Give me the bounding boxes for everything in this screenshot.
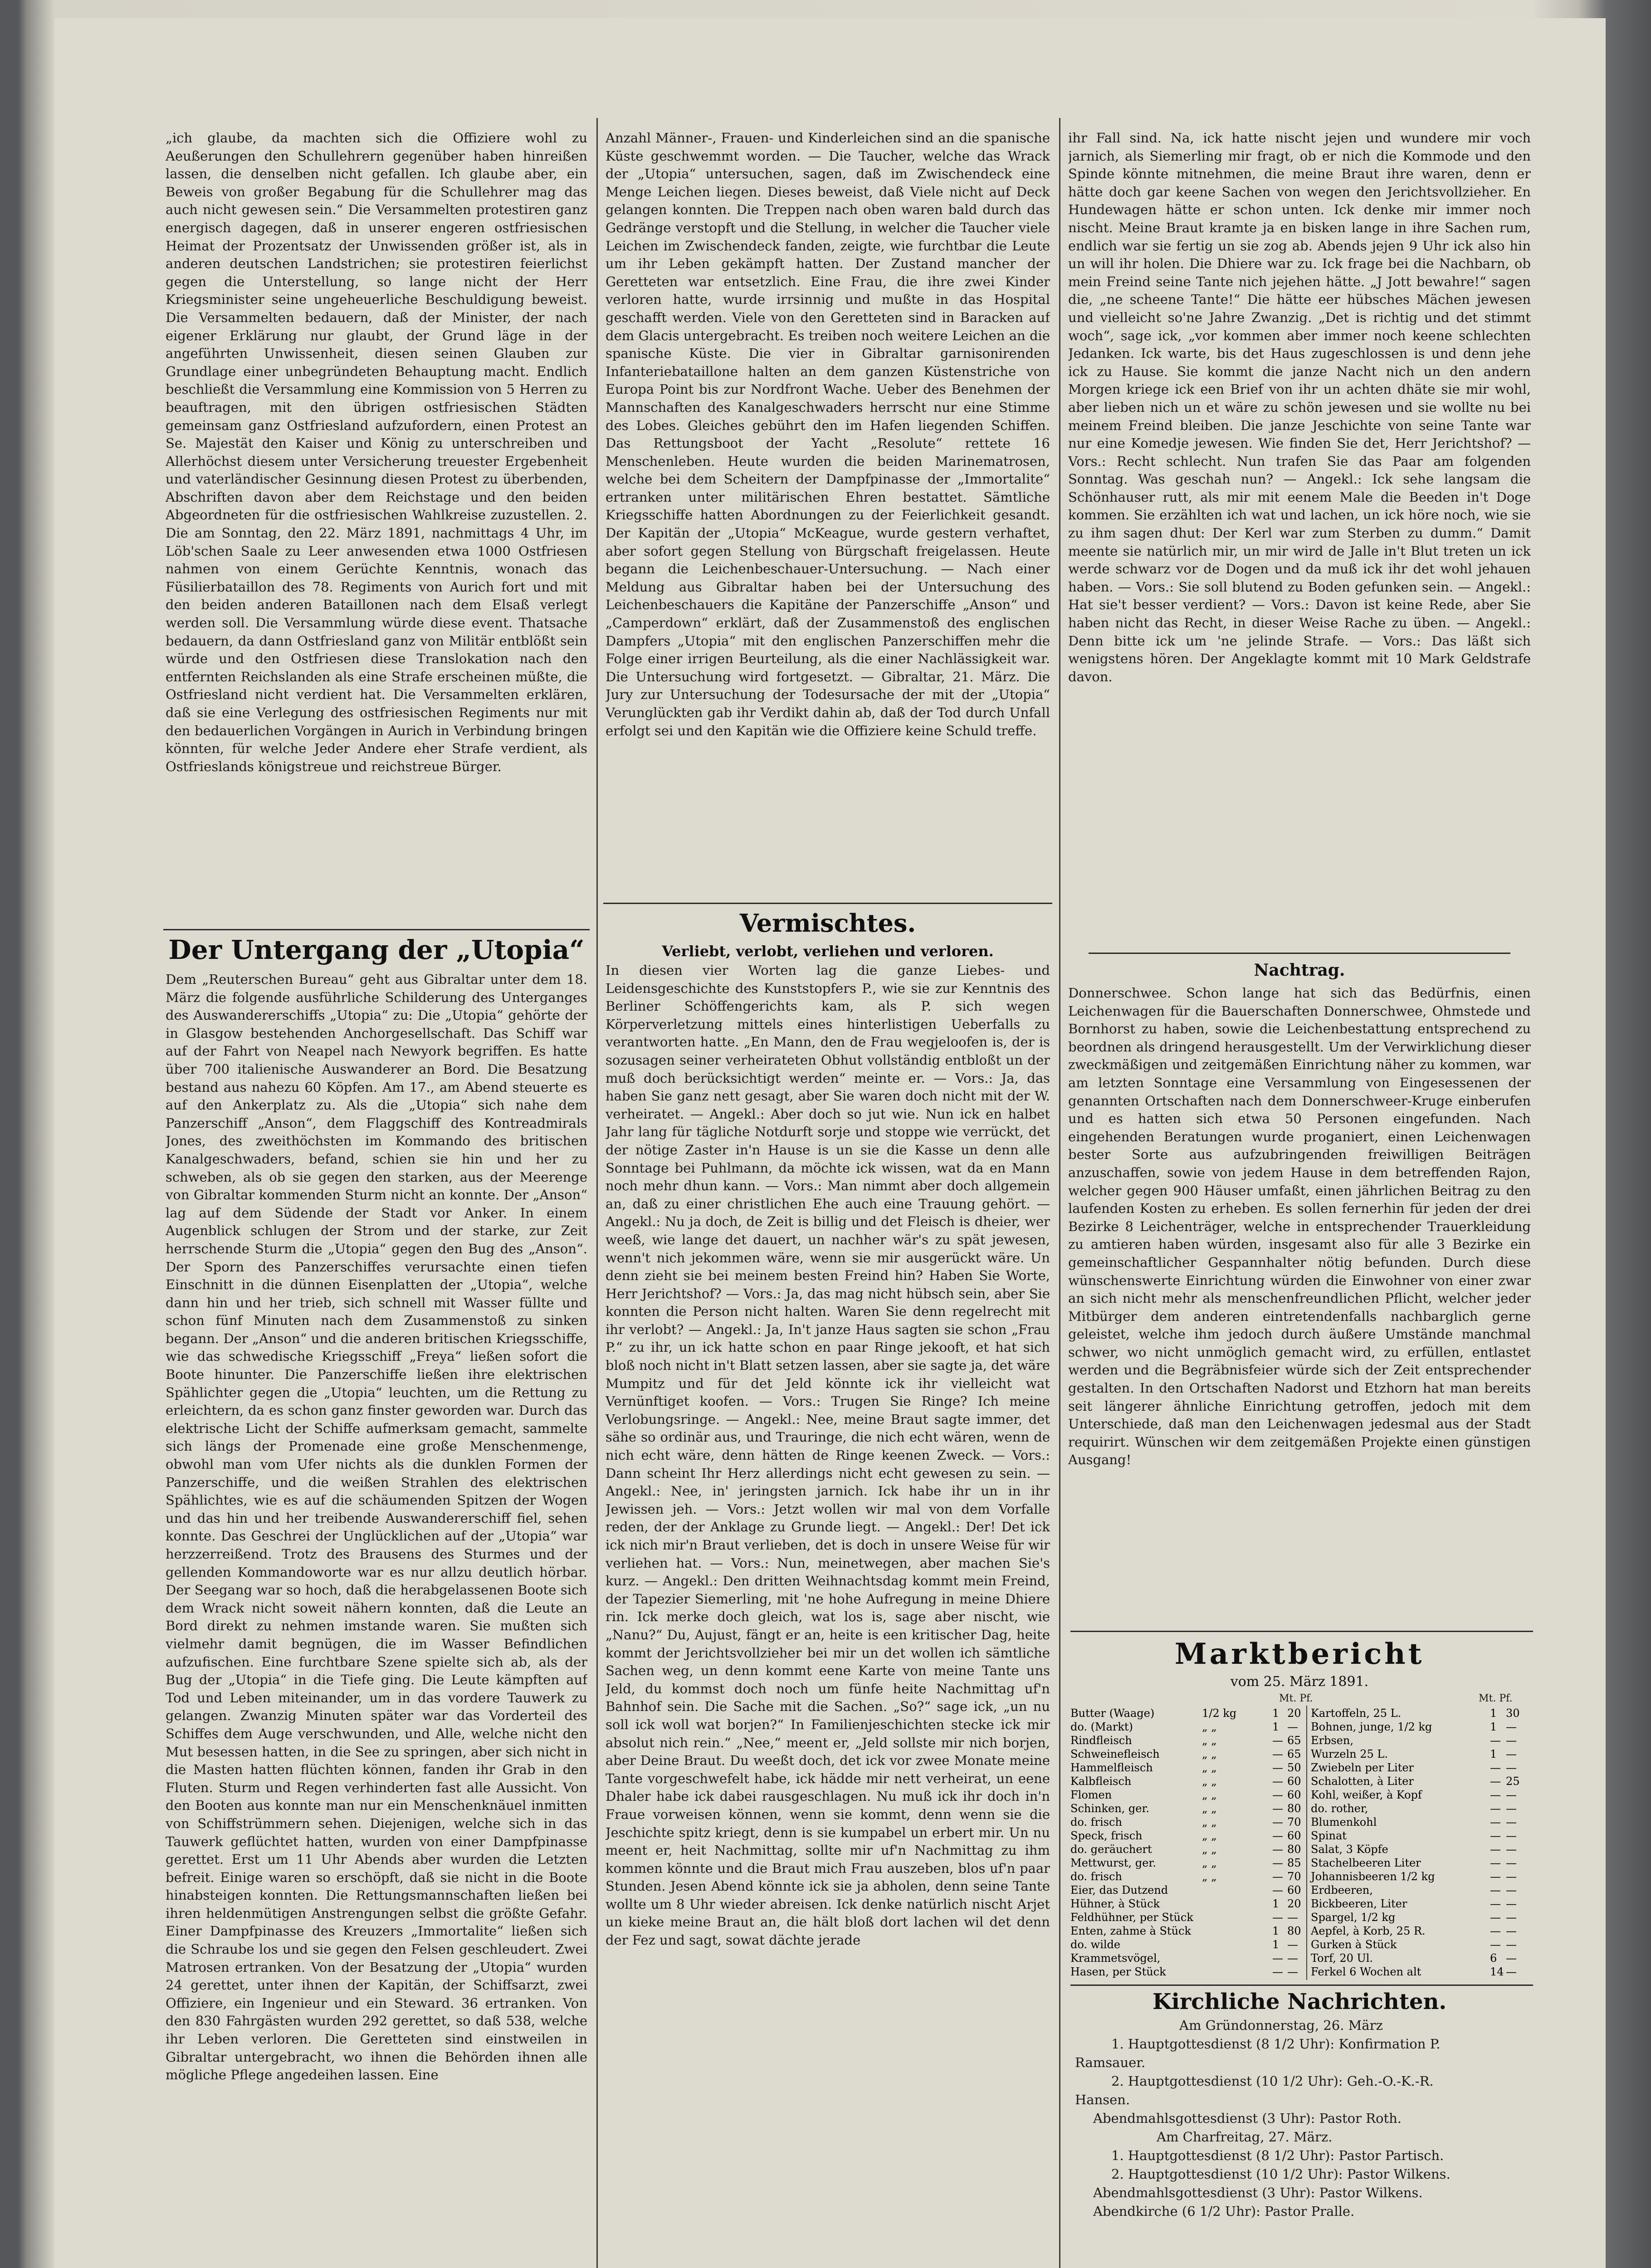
- market-unit: „ „: [1202, 1748, 1217, 1760]
- market-pfennig: —: [1506, 1802, 1517, 1815]
- market-pfennig: 60: [1287, 1884, 1301, 1897]
- market-title: Marktbericht: [1174, 1637, 1425, 1671]
- market-mark: —: [1490, 1925, 1501, 1937]
- market-right-table: [1311, 1706, 1533, 1979]
- market-mark: —: [1272, 1761, 1283, 1774]
- church-line: Abendmahlsgottesdienst (3 Uhr): Pastor Roth.: [1093, 2111, 1402, 2126]
- market-unit: „ „: [1202, 1721, 1217, 1733]
- market-item: Schweinefleisch: [1070, 1748, 1160, 1760]
- market-mark: —: [1272, 1802, 1283, 1815]
- market-row: [1070, 1897, 1304, 1911]
- market-item: do. rother,: [1311, 1802, 1368, 1815]
- church-line: Am Gründonnerstag, 26. März: [1179, 2018, 1383, 2033]
- vermischtes-heading: Vermischtes.: [739, 909, 916, 938]
- market-row: [1311, 1897, 1533, 1911]
- market-row: [1311, 1843, 1533, 1856]
- market-mark: —: [1490, 1843, 1501, 1856]
- market-mark: —: [1272, 1870, 1283, 1883]
- market-item: Rindfleisch: [1070, 1734, 1132, 1747]
- market-row: [1070, 1843, 1304, 1856]
- market-item: do. geräuchert: [1070, 1843, 1152, 1856]
- market-unit: „ „: [1202, 1829, 1217, 1842]
- market-pfennig: —: [1506, 1789, 1517, 1801]
- column-rule-right: [1059, 118, 1060, 2268]
- market-item: Torf, 20 Ul.: [1311, 1952, 1373, 1965]
- market-pfennig: —: [1506, 1884, 1517, 1897]
- market-pfennig: 70: [1287, 1816, 1301, 1828]
- market-pfennig: —: [1506, 1965, 1517, 1978]
- market-mark: —: [1490, 1816, 1501, 1828]
- market-pfennig: 25: [1506, 1775, 1520, 1788]
- market-pfennig: —: [1506, 1816, 1517, 1828]
- market-item: do. frisch: [1070, 1816, 1122, 1828]
- col2-verliebt-article: In diesen vier Worten lag die ganze Liebes- und Leidensgeschichte des Kunststopfers P., wie sie zur Kenntnis des Berliner Schöffengerichts kam, als P. sich wegen Körperverletzung mittels eines hinterlistigen Ueberfalls zu verantworten hatte. „En Mann, den de Frau wegjeloofen is, der is sozusagen seiner verheirateten Obhut vollständig entbloßt un der muß doch berücksichtigt werden“ meinte er. — Vors.: Ja, das haben Sie ganz nett gesagt, aber Sie waren doch nicht mit der W. verheiratet. — Angekl.: Aber doch so jut wie. Nun ick en halbet Jahr lang für tägliche Notdurft sorje und stoppe wie verrückt, det der nötige Zaster in'n Hause is un sie die Kasse un denn alle Sonntage bei Puhlmann, da möchte ick wissen, wat da en Mann noch mehr dhun kann. — Vors.: Man nimmt aber doch allgemein an, daß zu einer christlichen Ehe auch eine Trauung gehört. — Angekl.: Nu ja doch, de Zeit is billig und det Fleisch is dheier, wer weeß, wie lange det dauert, un nachher wär's zu spät jewesen, wenn't nich jekommen wäre, wenn sie mir ausgerückt wäre. Un denn zieht sie bei meinem besten Freind hin? Haben Sie Worte, Herr Jerichtshof? — Vors.: Ja, das mag nicht hübsch sein, aber Sie konnten die Person nicht halten. Waren Sie denn regelrecht mit ihr verlobt? — Angekl.: Ja, In't janze Haus sagten sie schon „Frau P.“ zu ihr, un ick hatte schon en paar Ringe jekooft, et hat sich bloß noch nicht in't Blatt setzen lassen, aber sie sagte ja, det wäre Mumpitz und für det Jeld könnte ick ihr vielleicht wat Vernünftiget koofen. — Vors.: Trugen Sie Ringe? Ich meine Verlobungsringe. — Angekl.: Nee, meine Braut sagte immer, det sähe so ordinär aus, und Trauringe, die nich echt wären, wenn de nich echt wäre, denn hätten de Ringe keenen Zweck. — Vors.: Dann scheint Ihr Herz allerdings nicht echt gewesen zu sein. — Angekl.: Nee, in' jeringsten jarnich. Ick habe ihr un in ihr Jewissen jeh. — Vors.: Jetzt wollen wir mal von dem Vorfalle reden, der der Anklage zu Grunde liegt. — Angekl.: Der! Det ick ick nich mir'n Braut verlieben, det is doch in unsere Weise für wir verliehen hat. — Vors.: Nun, meinetwegen, aber machen Sie's kurz. — Angekl.: Den dritten Weihnachtsdag kommt mein Freind, der Tapezier Siemerling, mit 'ne hohe Aufregung in meine Dhiere rin. Ick merke doch gleich, wat los is, sage aber nischt, wie „Nanu?“ Du, Aujust, fängt er an, heite is een kritischer Dag, heite kommt der Jerichtsvollzieher bei mir un det wollen ich sämtliche Sachen weg, un denn kommt eene Karte von meine Tante uns Jeld, du kommst doch noch um fünfe heite Nachmittag uf'n Bahnhof sein. Die Sache mit die Sachen. „So?“ sage ick, „un nu soll ick woll wat borjen?“ In Familienjeschichten stecke ick mir absolut nich rein.“ „Nee,“ meent er, „Jeld sollste mir nich borjen, aber Deine Braut. Du weeßt doch, det ick vor zwee Monate meine Tante vorgeschwefelt habe, ick hädde mir nett verheirat, un eene Dhaler habe ick dabei rausgeschlagen. Nu muß ick ihr doch in'n Fraue vorweisen können, wenn sie kommt, denn wenn sie die Jeschichte spitz kriegt, denn is sie kumpabel un erbert mir. Un nu meent er, heit Nachmittag, sollte mir uf'n Nachmittag zu ihm kommen könnte und die Braut mich Frau auszeben, blos uf'n paar Stunden. Jesen Abend könnte ick sie ja abholen, denn seine Tante wollte um 8 Uhr wieder abreisen. Ick denke natürlich nischt Arjet un kieke meine Braut an, die hält bloß dort lachen wil det denn der Fez und sagt, sowat dächte jerade: [606, 963, 1050, 1948]
- market-pfennig: —: [1506, 1938, 1517, 1951]
- market-mark: —: [1272, 1843, 1283, 1856]
- market-item: Aepfel, à Korb, 25 R.: [1311, 1925, 1426, 1937]
- market-unit-header-right: Mt. Pf.: [1479, 1693, 1513, 1704]
- market-mark: 6: [1490, 1952, 1497, 1965]
- market-pfennig: —: [1287, 1938, 1298, 1951]
- church-title: Kirchliche Nachrichten.: [1152, 1989, 1447, 2014]
- column-rule-left: [596, 118, 598, 2268]
- market-mark: —: [1490, 1897, 1501, 1910]
- market-pfennig: —: [1506, 1857, 1517, 1869]
- market-row: [1070, 1911, 1304, 1924]
- market-mark: —: [1272, 1857, 1283, 1869]
- church-rule: [1070, 1984, 1533, 1986]
- nachtrag-rule: [1089, 953, 1510, 954]
- verliebt-heading: Verliebt, verlobt, verliehen und verloren.: [662, 943, 994, 960]
- market-item: do. frisch: [1070, 1870, 1122, 1883]
- market-row: [1311, 1761, 1533, 1774]
- market-item: Gurken à Stück: [1311, 1938, 1397, 1951]
- market-item: Johannisbeeren 1/2 kg: [1311, 1870, 1435, 1883]
- market-pfennig: 85: [1287, 1857, 1301, 1869]
- market-divider: [1306, 1706, 1307, 1980]
- market-mark: —: [1272, 1789, 1283, 1801]
- market-mark: —: [1272, 1884, 1283, 1897]
- market-unit: „ „: [1202, 1734, 1217, 1747]
- market-pfennig: 50: [1287, 1761, 1301, 1774]
- market-row: [1070, 1706, 1304, 1720]
- market-row: [1311, 1747, 1533, 1761]
- market-item: do. wilde: [1070, 1938, 1121, 1951]
- market-item: Krammetsvögel,: [1070, 1952, 1161, 1965]
- market-mark: —: [1272, 1965, 1283, 1978]
- market-row: [1070, 1774, 1304, 1788]
- market-pfennig: —: [1506, 1870, 1517, 1883]
- utopia-rule: [163, 929, 590, 930]
- market-unit: „ „: [1202, 1857, 1217, 1869]
- market-item: Erdbeeren,: [1311, 1884, 1373, 1897]
- market-row: [1070, 1856, 1304, 1870]
- market-item: Feldhühner, per Stück: [1070, 1911, 1193, 1924]
- market-row: [1311, 1951, 1533, 1965]
- market-item: Ferkel 6 Wochen alt: [1311, 1965, 1421, 1978]
- church-line: Hansen.: [1075, 2092, 1130, 2107]
- market-item: Hammelfleisch: [1070, 1761, 1153, 1774]
- market-pfennig: —: [1287, 1911, 1298, 1924]
- market-pfennig: 80: [1287, 1925, 1301, 1937]
- market-pfennig: —: [1287, 1965, 1298, 1978]
- market-unit: „ „: [1202, 1761, 1217, 1774]
- market-pfennig: 65: [1287, 1748, 1301, 1760]
- market-item: Mettwurst, ger.: [1070, 1857, 1156, 1869]
- market-item: Erbsen,: [1311, 1734, 1353, 1747]
- church-lines: [1075, 2016, 1529, 2225]
- market-row: [1070, 1761, 1304, 1774]
- church-line: Abendmahlsgottesdienst (3 Uhr): Pastor Wilkens.: [1093, 2185, 1423, 2200]
- market-item: do. (Markt): [1070, 1721, 1133, 1733]
- market-row: [1311, 1829, 1533, 1843]
- market-row: [1311, 1815, 1533, 1829]
- market-row: [1070, 1951, 1304, 1965]
- market-row: [1311, 1883, 1533, 1897]
- market-mark: —: [1272, 1952, 1283, 1965]
- market-pfennig: 20: [1287, 1707, 1301, 1720]
- market-pfennig: 30: [1506, 1707, 1520, 1720]
- market-mark: —: [1272, 1748, 1283, 1760]
- market-unit: „ „: [1202, 1816, 1217, 1828]
- col1-top-article: „ich glaube, da machten sich die Offiziere wohl zu Aeußerungen den Schullehrern gegenüber haben hinreißen lassen, die denselben nicht gefallen. Ich glaube aber, ein Beweis von großer Begabung für die Schullehrer mag das auch nicht gewesen sein.“ Die Versammelten protestiren ganz energisch dagegen, daß in unserer engeren ostfriesischen Heimat der Prozentsatz der Unwissenden größer ist, als in anderen deutschen Landstrichen; sie protestiren feierlichst gegen die Unterstellung, so lange nicht der Herr Kriegsminister seine ungeheuerliche Beschuldigung beweist. Die Versammelten bedauern, daß der Minister, der nach eigener Erklärung nur glaubt, der Grund läge in der angeführten Unwissenheit, diesen seinen Glauben zur Grundlage einer unbegründeten Behauptung macht. Endlich beschließt die Versammlung eine Kommission von 5 Herren zu beauftragen, mit den übrigen ostfriesischen Städten gemeinsam ganz Ostfriesland aufzufordern, einen Protest an Se. Majestät den Kaiser und König zu unterschreiben und Allerhöchst diesem unter Versicherung treuester Ergebenheit und vaterländischer Gesinnung diesen Protest zu überbenden, Abschriften davon aber dem Reichstage und den beiden Abgeordneten für die ostfriesischen Wahlkreise zuzustellen. 2. Die am Sonntag, den 22. März 1891, nachmittags 4 Uhr, im Löb'schen Saale zu Leer anwesenden etwa 1000 Ostfriesen nahmen von einem Gerüchte Kenntnis, wonach das Füsilierbataillon des 78. Regiments von Aurich fort und mit den beiden anderen Bataillonen nach dem Elsaß verlegt werden soll. Die Versammlung würde diese event. Thatsache bedauern, da dann Ostfriesland ganz von Militär entblößt sein würde und den Ostfriesen diese Translokation nach den entfernten Reichslanden als eine Strafe erscheinen müßte, die Ostfriesland nicht verdient hat. Die Versammelten erklären, daß sie eine Verlegung des ostfriesischen Regiments nur mit den bedauerlichen Vorgängen in Aurich in Verbindung bringen könnten, für welche Jeder Andere eher Strafe verdient, als Ostfrieslands königstreue und reichstreue Bürger.: [166, 130, 587, 774]
- market-item: Kalbfleisch: [1070, 1775, 1132, 1788]
- market-pfennig: 60: [1287, 1829, 1301, 1842]
- market-pfennig: 60: [1287, 1775, 1301, 1788]
- col1-utopia-article: Dem „Reuterschen Bureau“ geht aus Gibraltar unter dem 18. März die folgende ausführliche Schilderung des Unterganges des Auswandererschiffs „Utopia“ zu: Die „Utopia“ gehörte der in Glasgow bestehenden Anchorgesellschaft. Das Schiff war auf der Fahrt von Neapel nach Newyork begriffen. Es hatte über 700 italienische Auswanderer an Bord. Die Besatzung bestand aus nahezu 60 Köpfen. Am 17., am Abend steuerte es auf den Ankerplatz zu. Als die „Utopia“ sich nahe dem Panzerschiff „Anson“, dem Flaggschiff des Kontreadmirals Jones, des zweithöchsten im Kommando des britischen Kanalgeschwaders, befand, schien sie hin und her zu schweben, als ob sie gegen den starken, aus der Meerenge von Gibraltar kommenden Sturm nicht an konnte. Der „Anson“ lag auf dem Südende der Stadt vor Anker. In einem Augenblick schlugen der Strom und der starke, zur Zeit herrschende Sturm die „Utopia“ gegen den Bug des „Anson“. Der Sporn des Panzerschiffes verursachte einen tiefen Einschnitt in die dünnen Eisenplatten der „Utopia“, welche dann hin und her trieb, sich schnell mit Wasser füllte und schon fünf Minuten nach dem Zusammenstoß zu sinken begann. Der „Anson“ und die anderen britischen Kriegsschiffe, wie das schwedische Kriegsschiff „Freya“ ließen sofort die Boote hinunter. Die Panzerschiffe ließen ihre elektrischen Spählichter gegen die „Utopia“ leuchten, um die Rettung zu erleichtern, da es schon ganz finster geworden war. Durch das elektrische Licht der Schiffe aufmerksam gemacht, sammelte sich längs der Promenade eine große Menschenmenge, obwohl man vom Ufer nichts als die dunklen Formen der Panzerschiffe, und die weißen Strahlen des elektrischen Spählichtes, wie es auf die schäumenden Spitzen der Wogen und das hin und her treibende Auswandererschiff fiel, sehen konnte. Das Geschrei der Unglücklichen auf der „Utopia“ war herzzerreißend. Trotz des Brausens des Sturmes und der gellenden Kommandoworte war es nur allzu deutlich hörbar. Der Seegang war so hoch, daß die herabgelassenen Boote sich dem Wrack nicht soweit nähern konnten, daß die Leute an Bord direkt zu nehmen imstande waren. Sie mußten sich vielmehr damit begnügen, die im Wasser Befindlichen aufzufischen. Eine furchtbare Szene spielte sich ab, als der Bug der „Utopia“ in die Tiefe ging. Die Leute kämpften auf Tod und Leben miteinander, um in das vordere Tauwerk zu gelangen. Zwanzig Minuten später war das Vorderteil des Schiffes dem Auge verschwunden, und Alle, welche nicht den Mut besessen hatten, in die See zu springen, aber sich nicht in die Masten hatten flüchten können, fanden ihr Grab in den Fluten. Sturm und Regen verhinderten fast alle Aussicht. Von den Booten aus konnte man nur ein Menschenknäuel inmitten von Schiffstrümmern sehen. Diejenigen, welche sich in das Tauwerk geflüchtet hatten, wurden von einer Dampfpinasse gerettet. Erst um 11 Uhr Abends aber wurden die Letzten befreit. Einige waren so erschöpft, daß sie nicht in die Boote hinabsteigen konnten. Die Rettungsmannschaften ließen bei ihren heldenmütigen Anstrengungen selbst die größte Gefahr. Einer Dampfpinasse des Kreuzers „Immortalite“ ließen sich die Schraube los und sie gegen den Felsen geschleudert. Zwei Matrosen ertranken. Von der Besatzung der „Utopia“ wurden 24 gerettet, unter ihnen der Kapitän, der Schiffsarzt, zwei Offiziere, ein Ingenieur und ein Steward. 36 ertranken. Von den 830 Fahrgästen wurden 292 gerettet, so daß 538, welche ihr Leben verloren. Die Geretteten sind einstweilen in Gibraltar untergebracht, wo ihnen die Behörden ihnen alle mögliche Pflege angedeihen lassen. Eine: [166, 972, 587, 2083]
- market-item: Bickbeeren, Liter: [1311, 1897, 1407, 1910]
- market-pfennig: —: [1506, 1721, 1517, 1733]
- market-mark: —: [1490, 1938, 1501, 1951]
- church-line: 2. Hauptgottesdienst (10 1/2 Uhr): Geh.-O.-K.-R.: [1111, 2073, 1434, 2089]
- market-unit: „ „: [1202, 1843, 1217, 1856]
- market-mark: —: [1490, 1911, 1501, 1924]
- market-mark: —: [1490, 1775, 1501, 1788]
- market-item: Stachelbeeren Liter: [1311, 1857, 1421, 1869]
- market-item: Blumenkohl: [1311, 1816, 1377, 1828]
- market-mark: —: [1272, 1911, 1283, 1924]
- market-mark: 1: [1272, 1721, 1280, 1733]
- market-item: Schalotten, à Liter: [1311, 1775, 1414, 1788]
- market-pfennig: —: [1506, 1748, 1517, 1760]
- market-mark: 1: [1490, 1707, 1497, 1720]
- vermischtes-rule: [603, 903, 1052, 904]
- market-row: [1070, 1802, 1304, 1815]
- market-pfennig: —: [1506, 1734, 1517, 1747]
- market-pfennig: —: [1506, 1897, 1517, 1910]
- market-item: Spinat: [1311, 1829, 1347, 1842]
- church-line: 1. Hauptgottesdienst (8 1/2 Uhr): Konfirmation P.: [1111, 2036, 1441, 2052]
- market-mark: 14: [1490, 1965, 1504, 1978]
- market-mark: 1: [1490, 1748, 1497, 1760]
- market-mark: —: [1490, 1802, 1501, 1815]
- col2-top-article: Anzahl Männer-, Frauen- und Kinderleichen sind an die spanische Küste geschwemmt worden. — Die Taucher, welche das Wrack der „Utopia“ untersuchen, sagen, daß im Zwischendeck eine Menge Leichen liegen. Dieses beweist, daß Viele nicht auf Deck gelangen konnten. Die Treppen nach oben waren bald durch das Gedränge verstopft und die Stellung, in welcher die Taucher viele Leichen im Zwischendeck fanden, zeigte, wie furchtbar die Leute um ihr Leben gekämpft hatten. Der Zustand mancher der Geretteten war entsetzlich. Eine Frau, die ihre zwei Kinder verloren hatte, wurde irrsinnig und mußte in das Hospital geschafft werden. Viele von den Geretteten sind in Baracken auf dem Glacis untergebracht. Es treiben noch weitere Leichen an die spanische Küste. Die vier in Gibraltar garnisonirenden Infanteriebataillone halten an dem ganzen Küstenstriche von Europa Point bis zur Nordfront Wache. Ueber des Benehmen der Mannschaften des Kanalgeschwaders herrscht nur eine Stimme des Lobes. Gleiches gebührt den im Hafen liegenden Schiffen. Das Rettungsboot der Yacht „Resolute“ rettete 16 Menschenleben. Heute wurden die beiden Marinematrosen, welche bei dem Scheitern der Dampfpinasse der „Immortalite“ ertranken unter militärischen Ehren bestattet. Sämtliche Kriegsschiffe hatten Abordnungen zu der Feierlichkeit gesandt. Der Kapitän der „Utopia“ McKeague, wurde gestern verhaftet, aber sofort gegen Stellung von Bürgschaft freigelassen. Heute begann die Leichenbeschauer-Untersuchung. — Nach einer Meldung aus Gibraltar haben bei der Untersuchung des Leichenbeschauers die Kapitäne der Panzerschiffe „Anson“ und „Camperdown“ erklärt, daß der Zusammenstoß des englischen Dampfers „Utopia“ mit den englischen Panzerschiffen mehr die Folge einer irrigen Beurteilung, als die einer Nachlässigkeit war. Die Untersuchung wird fortgesetzt. — Gibraltar, 21. März. Die Jury zur Untersuchung der Todesursache der mit der „Utopia“ Verunglückten gab ihr Verdikt dahin ab, daß der Tod durch Unfall erfolgt sei und den Kapitän wie die Offiziere keine Schuld treffe.: [606, 130, 1050, 738]
- market-pfennig: —: [1506, 1761, 1517, 1774]
- market-row: [1070, 1747, 1304, 1761]
- market-mark: —: [1272, 1775, 1283, 1788]
- market-mark: 1: [1272, 1938, 1280, 1951]
- market-row: [1311, 1870, 1533, 1883]
- market-mark: —: [1272, 1816, 1283, 1828]
- market-unit-header-left: Mt. Pf.: [1279, 1693, 1313, 1704]
- market-item: Schinken, ger.: [1070, 1802, 1149, 1815]
- market-pfennig: 60: [1287, 1789, 1301, 1801]
- market-mark: —: [1490, 1829, 1501, 1842]
- market-pfennig: 70: [1287, 1870, 1301, 1883]
- market-pfennig: —: [1506, 1911, 1517, 1924]
- market-mark: —: [1490, 1789, 1501, 1801]
- market-unit: „ „: [1202, 1870, 1217, 1883]
- market-item: Eier, das Dutzend: [1070, 1884, 1168, 1897]
- market-pfennig: —: [1506, 1952, 1517, 1965]
- market-row: [1070, 1965, 1304, 1979]
- market-mark: —: [1490, 1870, 1501, 1883]
- market-item: Zwiebeln per Liter: [1311, 1761, 1414, 1774]
- market-pfennig: —: [1287, 1721, 1298, 1733]
- market-row: [1311, 1938, 1533, 1951]
- col3-nachtrag-article: Donnerschwee. Schon lange hat sich das Bedürfnis, einen Leichenwagen für die Bauerschaften Donnerschwee, Ohmstede und Bornhorst zu haben, sowie die Leichenbestattung entsprechend zu beordnen als dringend herausgestellt. Um der Verwirklichung dieser zweckmäßigen und zeitgemäßen Einrichtung näher zu kommen, war am letzten Sonntage eine Versammlung von Eingesessenen der genannten Ortschaften nach dem Donnerschweer-Kruge einberufen und es hatten sich etwa 50 Personen eingefunden. Nach eingehenden Beratungen wurde proganiert, einen Leichenwagen bester Sorte aus aufzubringenden freiwilligen Beiträgen anzuschaffen, sowie von jedem Hause in dem betreffenden Rajon, welcher gegen 900 Häuser umfaßt, einen jährlichen Beitrag zu den laufenden Kosten zu erheben. Es sollen fernerhin für jeden der drei Bezirke 8 Leichenträger, welche in entsprechender Trauerkleidung zu amtieren haben würden, insgesamt also für alle 3 Bezirke ein gemeinschaftlicher Gespannhalter nötig befunden. Durch diese wünschenswerte Einrichtung würden die Einwohner von einer zwar an sich nicht mehr als menschenfreundlichen Pflicht, welcher jeder Mitbürger dem anderen eintretendenfalls nachbarglich gerne geleistet, welche ihm jedoch durch äußere Umstände manchmal schwer, wo nicht unmöglich gemacht wird, zu erfüllen, entlastet werden und die Begräbnisfeier würde sich der Zeit entsprechender gestalten. In den Ortschaften Nadorst und Etzhorn hat man bereits seit längerer ähnliche Einrichtung getroffen, jedoch mit dem Unterschiede, daß man den Leichenwagen jedesmal aus der Stadt requirirt. Wünschen wir dem zeitgemäßen Projekte einen günstigen Ausgang!: [1068, 985, 1531, 1468]
- market-row: [1311, 1856, 1533, 1870]
- market-row: [1311, 1734, 1533, 1747]
- market-item: Wurzeln 25 L.: [1311, 1748, 1388, 1760]
- market-mark: —: [1490, 1884, 1501, 1897]
- market-pfennig: 65: [1287, 1734, 1301, 1747]
- newspaper-page: [54, 18, 1606, 2268]
- market-pfennig: 20: [1287, 1897, 1301, 1910]
- market-item: Hühner, à Stück: [1070, 1897, 1160, 1910]
- market-item: Kartoffeln, 25 L.: [1311, 1707, 1402, 1720]
- market-pfennig: —: [1506, 1843, 1517, 1856]
- market-left-table: [1070, 1706, 1304, 1979]
- market-row: [1070, 1924, 1304, 1938]
- market-item: Salat, 3 Köpfe: [1311, 1843, 1388, 1856]
- church-line: 2. Hauptgottesdienst (10 1/2 Uhr): Pastor Wilkens.: [1111, 2166, 1451, 2182]
- market-row: [1311, 1924, 1533, 1938]
- market-row: [1311, 1788, 1533, 1802]
- market-row: [1070, 1829, 1304, 1843]
- market-pfennig: 80: [1287, 1802, 1301, 1815]
- market-row: [1311, 1706, 1533, 1720]
- market-item: Butter (Waage): [1070, 1707, 1155, 1720]
- market-pfennig: —: [1506, 1829, 1517, 1842]
- market-unit: „ „: [1202, 1789, 1217, 1801]
- market-row: [1311, 1774, 1533, 1788]
- nachtrag-heading: Nachtrag.: [1254, 961, 1345, 980]
- market-item: Hasen, per Stück: [1070, 1965, 1166, 1978]
- market-unit: „ „: [1202, 1775, 1217, 1788]
- church-line: Abendkirche (6 1/2 Uhr): Pastor Pralle.: [1093, 2204, 1355, 2219]
- market-mark: 1: [1272, 1707, 1280, 1720]
- market-row: [1070, 1815, 1304, 1829]
- market-rule: [1070, 1631, 1533, 1632]
- market-unit: „ „: [1202, 1802, 1217, 1815]
- market-row: [1311, 1720, 1533, 1734]
- col3-top-article: ihr Fall sind. Na, ick hatte nischt jejen und wundere mir voch jarnich, als Siemerling mir fragt, ob er nich die Kommode und den Spinde könnte mitnehmen, die meine Braut ihre waren, denn er hätte doch gar keene Sachen von wegen den Jerichtsvollzieher. En Hundewagen hätte er schon unten. Ick denke mir immer noch nischt. Meine Braut kramte ja en bisken lange in ihre Sachen rum, endlich war sie fertig un sie zog ab. Abends jejen 9 Uhr ick also hin un will ihr holen. Die Dhiere war zu. Ick frage bei die Nachbarn, ob mein Freind seine Tante nich jejehen hätte. „J Jott bewahre!“ sagen die, „ne scheene Tante!“ Die hätte eer hübsches Mächen jewesen und vielleicht so'ne Jahre Zwanzig. „Det is richtig und det stimmt woch“, sage ick, „vor kommen aber immer noch keene schlechten Jedanken. Ick warte, bis det Haus zugeschlossen is und denn jehe ick zu Hause. Sie kommt die janze Nacht nich un den andern Morgen kriege ick een Brief von ihr un achten dhäte sie mir wohl, aber lieben nich un et wäre zu schön jewesen und sie wollte nu bei meinem Freind bleiben. Die janze Jeschichte von seine Tante war nur eine Komedje jewesen. Wie finden Sie det, Herr Jerichtshof? — Vors.: Recht schlecht. Nun trafen Sie das Paar am folgenden Sonntag. Was geschah nun? — Angekl.: Ick sehe langsam die Schönhauser rutt, als mir mit eenem Male die Beeden in't Doge kommen. Sie erzählten ich wat und lachen, un ick höre noch, wie sie zu ihm sagen dhut: Der Kerl war zum Sterben zu dumm.“ Damit meente sie natürlich mir, un mir wird de Jalle in't Blut treten un ick werde schwarz vor de Dogen und da muß ick ihr det wohl jehauen haben. — Vors.: Sie soll blutend zu Boden gefunken sein. — Angekl.: Hat sie't besser verdient? — Vors.: Davon ist keine Rede, aber Sie haben nicht das Recht, in dieser Weise Rache zu üben. — Angekl.: Denn bitte ick um 'ne jelinde Strafe. — Vors.: Das läßt sich wenigstens hören. Der Angeklagte kommt mit 10 Mark Geldstrafe davon.: [1068, 130, 1531, 684]
- market-row: [1311, 1911, 1533, 1924]
- market-mark: 1: [1490, 1721, 1497, 1733]
- market-item: Speck, frisch: [1070, 1829, 1143, 1842]
- market-mark: —: [1490, 1761, 1501, 1774]
- market-item: Kohl, weißer, à Kopf: [1311, 1789, 1422, 1801]
- market-pfennig: 80: [1287, 1843, 1301, 1856]
- market-item: Spargel, 1/2 kg: [1311, 1911, 1396, 1924]
- market-item: Flomen: [1070, 1789, 1112, 1801]
- church-line: Ramsauer.: [1075, 2055, 1146, 2070]
- market-row: [1070, 1720, 1304, 1734]
- market-pfennig: —: [1287, 1952, 1298, 1965]
- market-mark: —: [1490, 1734, 1501, 1747]
- market-row: [1311, 1965, 1533, 1979]
- market-date: vom 25. März 1891.: [1230, 1674, 1369, 1690]
- market-pfennig: —: [1506, 1925, 1517, 1937]
- market-row: [1070, 1788, 1304, 1802]
- market-mark: —: [1272, 1734, 1283, 1747]
- market-row: [1311, 1802, 1533, 1815]
- market-row: [1070, 1870, 1304, 1883]
- market-mark: —: [1490, 1857, 1501, 1869]
- market-unit: 1/2 kg: [1202, 1707, 1237, 1720]
- utopia-heading: Der Untergang der „Utopia“: [168, 934, 585, 965]
- market-row: [1070, 1734, 1304, 1747]
- market-mark: 1: [1272, 1897, 1280, 1910]
- market-row: [1070, 1938, 1304, 1951]
- church-line: Am Charfreitag, 27. März.: [1157, 2129, 1333, 2145]
- market-item: Enten, zahme à Stück: [1070, 1925, 1192, 1937]
- market-mark: 1: [1272, 1925, 1280, 1937]
- church-line: 1. Hauptgottesdienst (8 1/2 Uhr): Pastor Partisch.: [1111, 2148, 1444, 2163]
- market-row: [1070, 1883, 1304, 1897]
- market-item: Bohnen, junge, 1/2 kg: [1311, 1721, 1432, 1733]
- market-mark: —: [1272, 1829, 1283, 1842]
